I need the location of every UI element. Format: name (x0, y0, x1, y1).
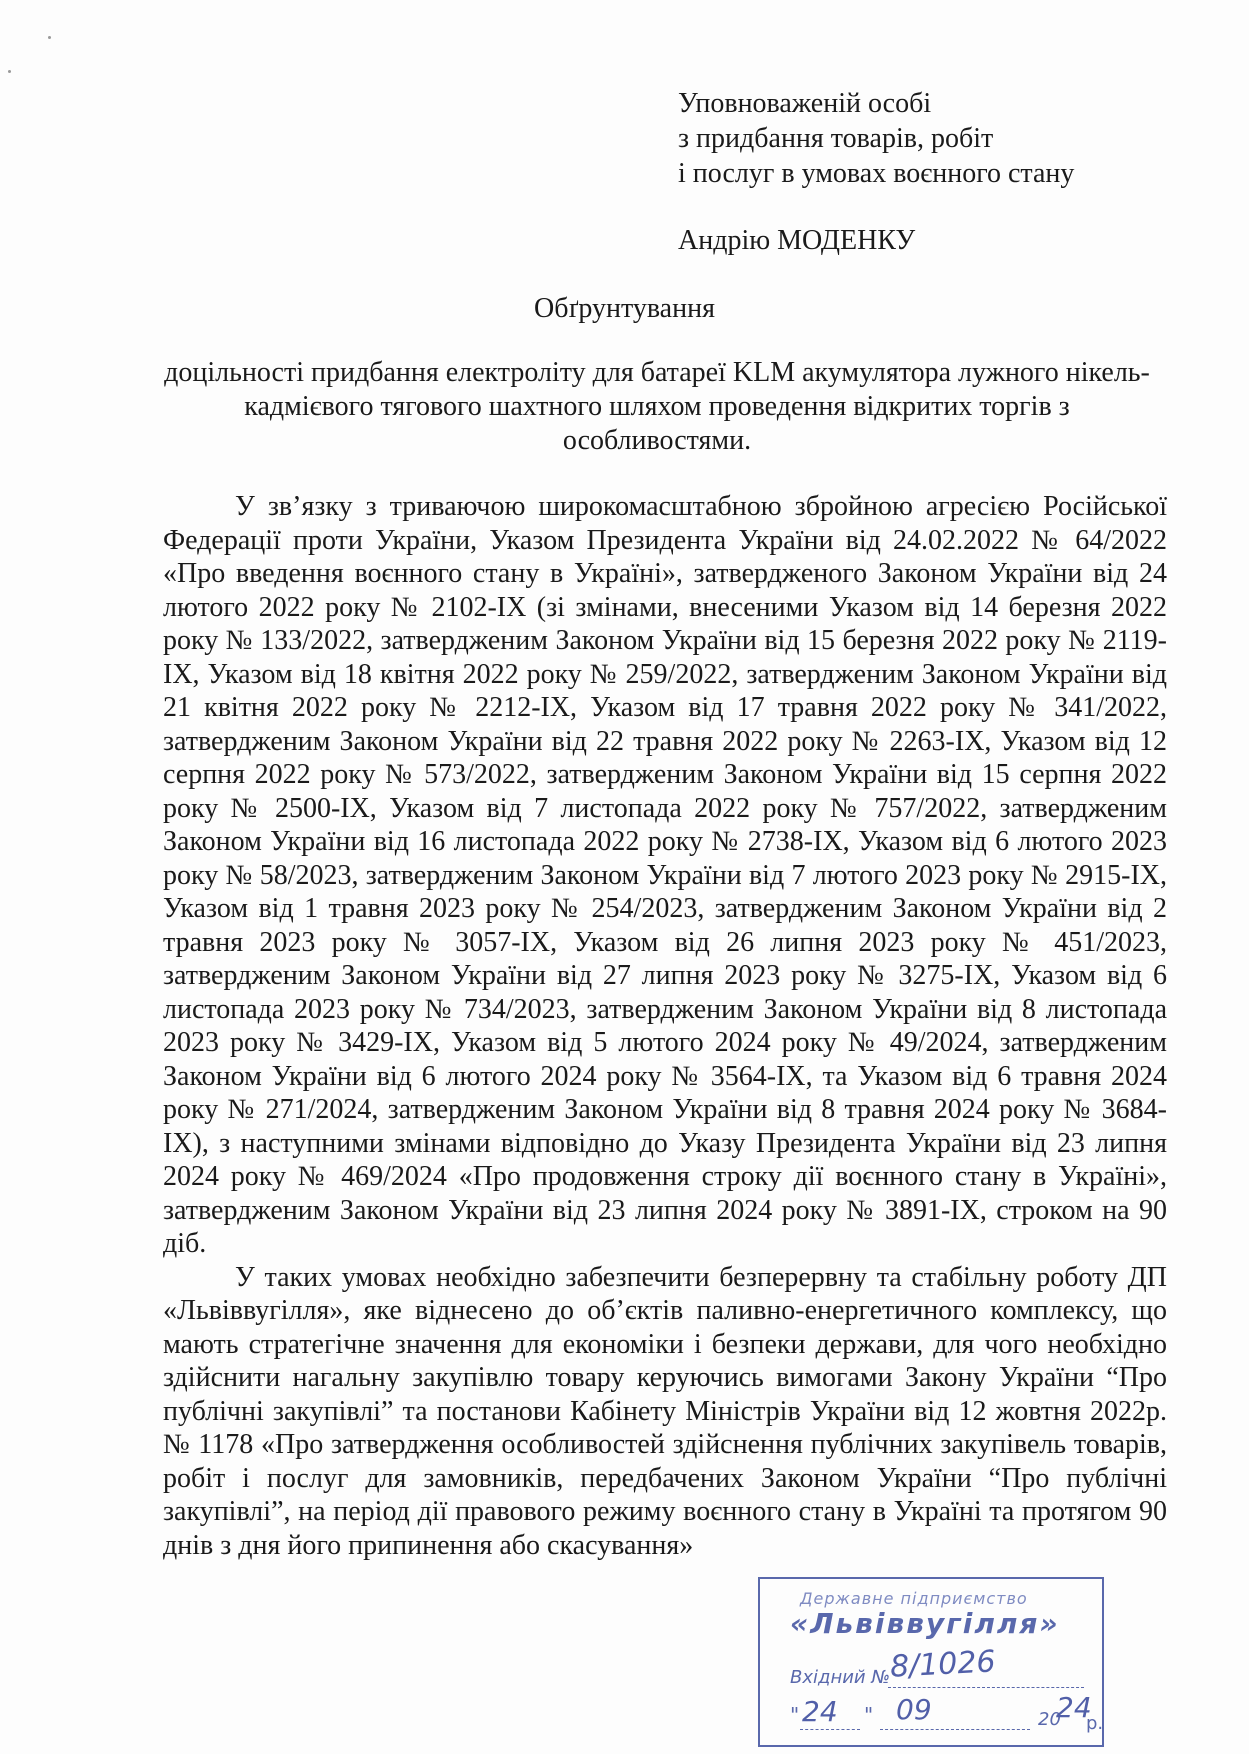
addressee-line-1: Уповноваженій особі (678, 88, 932, 119)
document-title: Обґрунтування (534, 293, 715, 324)
stamp-year-suffix: р. (1086, 1713, 1104, 1734)
stamp-organization: «Львіввугілля» (790, 1607, 1060, 1640)
stamp-quote-close: " (864, 1703, 874, 1727)
stamp-number-line (888, 1687, 1084, 1688)
stamp-day: 24 (802, 1695, 838, 1728)
stamp-year: 24 (1056, 1691, 1092, 1724)
addressee-line-2: з придбання товарів, робіт (678, 123, 994, 154)
stamp-year-prefix: 20 (1038, 1709, 1061, 1730)
addressee-name: Андрію МОДЕНКУ (678, 225, 916, 256)
stamp-header: Державне підприємство (800, 1589, 1028, 1608)
scan-speck (48, 36, 51, 39)
stamp-quote-open: " (790, 1703, 800, 1727)
stamp-incoming-number: 8/1026 (889, 1644, 997, 1685)
body-paragraph-1: У зв’язку з триваючою широкомасштабною збройною агресією Російської Федерації проти України, Указом Президента України від 24.02.2022 № 64/2022 «Про введення воєнного стану в Україні», затвердженого Законом України від 24 лютого 2022 року № 2102-IX (зі змінами, внесеними Указом від 14 березня 2022 року № 133/2022, затвердженим Законом України від 15 березня 2022 року № 2119-IX, Указом від 18 квітня 2022 року № 259/2022, затвердженим Законом України від 21 квітня 2022 року № 2212-IX, Указом від 17 травня 2022 року № 341/2022, затвердженим Законом України від 22 травня 2022 року № 2263-IX, Указом від 12 серпня 2022 року № 573/2022, затвердженим Законом України від 15 серпня 2022 року № 2500-IX, Указом від 7 листопада 2022 року № 757/2022, затвердженим Законом України від 16 листопада 2022 року № 2738-IX, Указом від 6 лютого 2023 року № 58/2023, затвердженим Законом України від 7 лютого 2023 року № 2915-IX, Указом від 1 травня 2023 року № 254/2023, затвердженим Законом України від 2 травня 2023 року № 3057-IX, Указом від 26 липня 2023 року № 451/2023, затвердженим Законом України від 27 липня 2023 року № 3275-IX, Указом від 6 листопада 2023 року № 734/2023, затвердженим Законом України від 8 листопада 2023 року № 3429-IX, Указом від 5 лютого 2024 року № 49/2024, затвердженим Законом України від 6 лютого 2024 року № 3564-IX, та Указом від 6 травня 2024 року № 271/2024, затвердженим Законом України від 8 травня 2024 року № 3684-IX), з наступними змінами відповідно до Указу Президента України від 23 липня 2024 року № 469/2024 «Про продовження строку дії воєнного стану в Україні», затвердженим Законом України від 23 липня 2024 року № 3891-IX, строком на 90 діб. (163, 491, 1168, 1259)
stamp-day-line (800, 1729, 860, 1730)
addressee-block (678, 86, 1074, 258)
scan-speck (8, 70, 11, 73)
stamp-month: 09 (896, 1693, 932, 1726)
stamp-month-line (880, 1729, 1030, 1730)
body-paragraph-2: У таких умовах необхідно забезпечити безперервну та стабільну роботу ДП «Львіввугілля», яке віднесено до об’єктів паливно-енергетичного комплексу, що мають стратегічне значення для економіки і безпеки держави, для чого необхідно здійснити нагальну закупівлю товару керуючись вимогами Закону України “Про публічні закупівлі” та постанови Кабінету Міністрів України від 12 жовтня 2022р. № 1178 «Про затвердження особливостей здійснення публічних закупівель товарів, робіт і послуг для замовників, передбачених Законом України “Про публічні закупівлі”, на період дії правового режиму воєнного стану в Україні та протягом 90 днів з дня його припинення або скасування» (163, 1261, 1167, 1561)
stamp-incoming-label: Вхідний № (790, 1667, 891, 1688)
document-subject: доцільності придбання електроліту для батареї KLM акумулятора лужного нікель-кадмієвого тягового шахтного шляхом проведення відкритих торгів з особливостями. (164, 357, 1150, 456)
document-body (163, 490, 1167, 1562)
registration-stamp (758, 1577, 1104, 1747)
addressee-line-3: і послуг в умовах воєнного стану (678, 158, 1075, 189)
